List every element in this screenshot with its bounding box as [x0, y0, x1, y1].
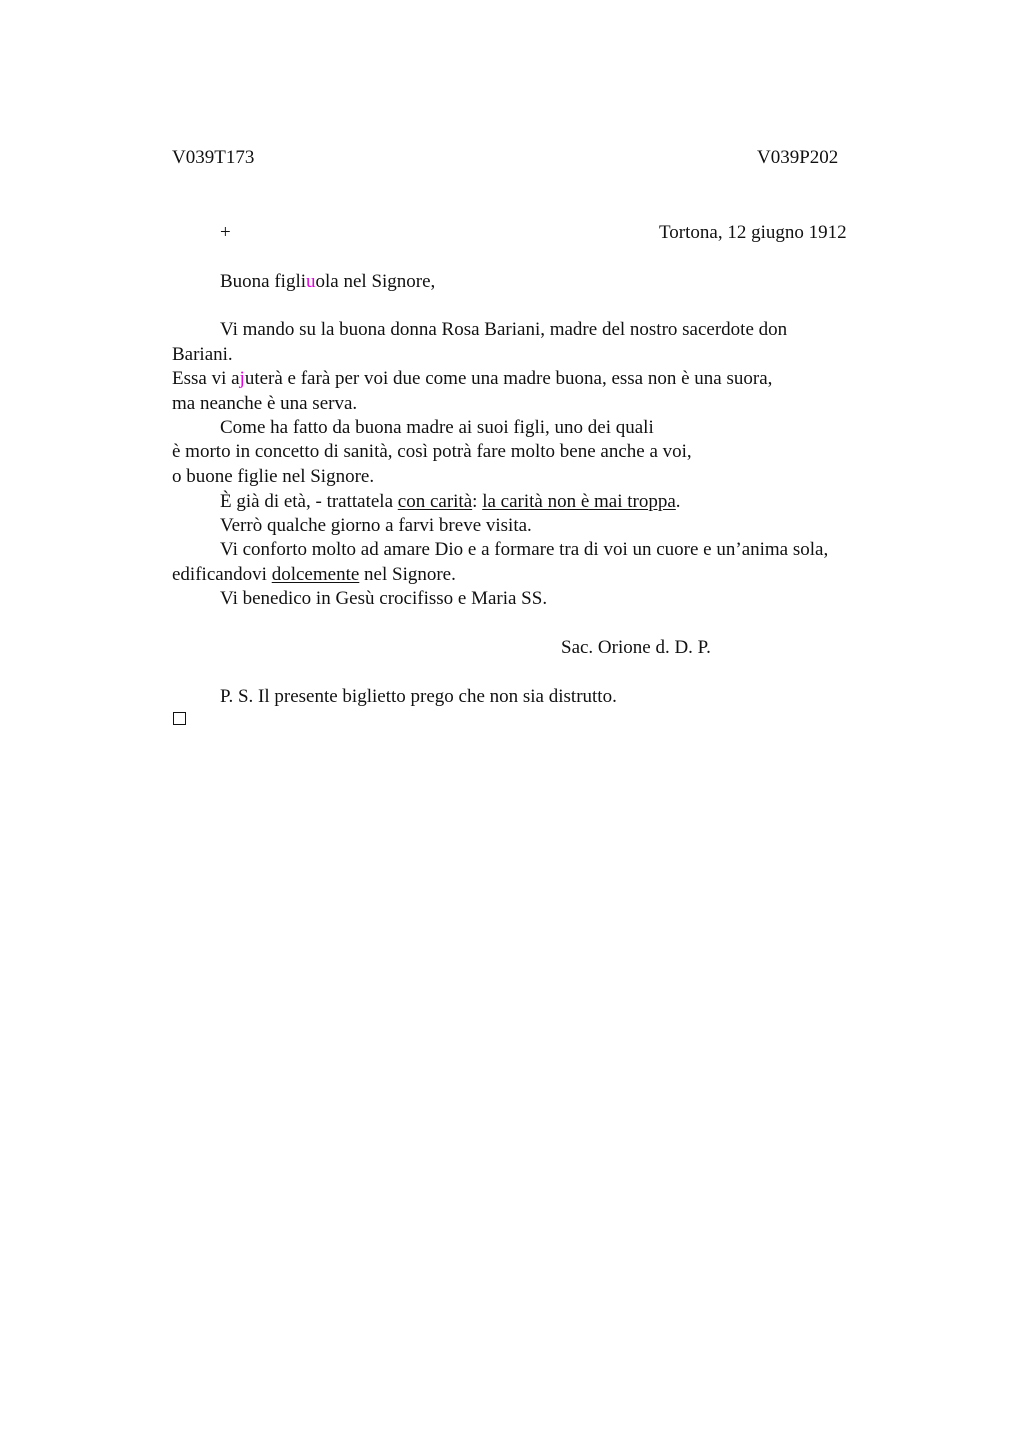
postscript: P. S. Il presente biglietto prego che non sia distrutto.	[220, 686, 617, 707]
body-line: Vi conforto molto ad amare Dio e a formare tra di voi un cuore e un’anima sola,	[220, 539, 829, 560]
salutation-text: Buona figli	[220, 271, 307, 292]
underlined-text: con carità	[397, 491, 473, 512]
body-text: nel Signore.	[359, 564, 456, 585]
body-text: .	[675, 491, 681, 512]
body-text: edificandovi	[172, 564, 272, 585]
body-text: :	[472, 491, 483, 512]
body-line: Come ha fatto da buona madre ai suoi figli, uno dei quali	[220, 417, 654, 438]
body-line: Verrò qualche giorno a farvi breve visita.	[220, 515, 532, 536]
body-line: Bariani.	[172, 344, 233, 365]
body-line	[172, 367, 772, 391]
body-line	[172, 563, 456, 587]
body-line: Vi benedico in Gesù crocifisso e Maria SS.	[220, 588, 548, 609]
header-right-code: V039P202	[757, 147, 839, 168]
body-line	[220, 490, 681, 514]
signature: Sac. Orione d. D. P.	[561, 637, 711, 658]
body-highlight: j	[239, 368, 245, 389]
body-text: È già di età, - trattatela	[220, 491, 398, 512]
salutation-text-end: ola nel Signore,	[315, 271, 436, 292]
header-left-code: V039T173	[172, 147, 255, 168]
body-text: uterà e farà per voi due come una madre buona, essa non è una suora,	[244, 368, 773, 389]
cross-mark: +	[220, 222, 231, 243]
body-line: ma neanche è una serva.	[172, 393, 358, 414]
underlined-text: la carità non è mai troppa	[482, 491, 676, 512]
body-text: Essa vi a	[172, 368, 240, 389]
body-line: o buone figlie nel Signore.	[172, 466, 375, 487]
end-square-icon	[173, 712, 186, 725]
body-line: Vi mando su la buona donna Rosa Bariani, madre del nostro sacerdote don	[220, 319, 788, 340]
salutation-highlight: u	[306, 271, 316, 292]
salutation	[220, 270, 435, 294]
place-date: Tortona, 12 giugno 1912	[659, 222, 847, 243]
body-line: è morto in concetto di sanità, così potrà fare molto bene anche a voi,	[172, 441, 692, 462]
underlined-text: dolcemente	[271, 564, 360, 585]
